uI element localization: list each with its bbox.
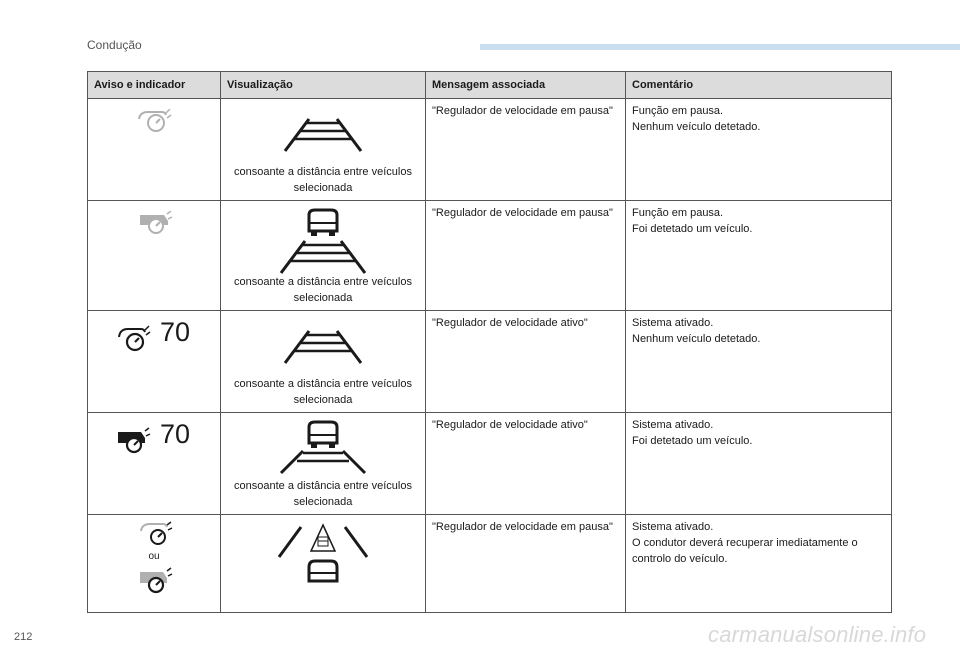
indicator-cell (88, 515, 221, 613)
comment-line: Foi detetado um veículo. (632, 223, 753, 235)
comment-line: Nenhum veículo detetado. (632, 121, 761, 133)
visualization-note: consoante a distância entre veículos selecionada (234, 480, 412, 508)
visualization-note: consoante a distância entre veículos selecionada (234, 378, 412, 406)
comment-line: Sistema ativado. (632, 419, 714, 431)
speedometer-vehicle-detected-icon (116, 427, 152, 455)
indicator-cell (88, 201, 221, 311)
message-cell: "Regulador de velocidade ativo" (426, 311, 626, 413)
comment-cell (626, 99, 892, 201)
comment-cell (626, 201, 892, 311)
indicator-cell (88, 99, 221, 201)
message-cell: "Regulador de velocidade em pausa" (426, 515, 626, 613)
visualization-note: consoante a distância entre veículos selecionada (234, 166, 412, 194)
lane-distance-icon (281, 117, 365, 153)
page-number: 212 (14, 631, 33, 643)
message-cell: "Regulador de velocidade em pausa" (426, 99, 626, 201)
speedometer-vehicle-detected-mixed-icon (138, 567, 174, 595)
speedometer-grey-icon (138, 521, 174, 547)
message-cell: "Regulador de velocidade em pausa" (426, 201, 626, 311)
table-row (88, 201, 892, 311)
section-title: Condução (87, 38, 142, 52)
acc-status-table (87, 71, 892, 613)
column-header-comment: Comentário (626, 72, 892, 99)
table-row (88, 99, 892, 201)
speedometer-active-icon (116, 325, 152, 353)
table-row (88, 311, 892, 413)
comment-cell (626, 413, 892, 515)
visualization-cell (221, 515, 426, 613)
table-row (88, 515, 892, 613)
header-accent-bar (480, 44, 960, 50)
comment-line: Foi detetado um veículo. (632, 435, 753, 447)
comment-cell (626, 311, 892, 413)
indicator-cell (88, 311, 221, 413)
visualization-cell (221, 311, 426, 413)
speed-value: 70 (160, 419, 191, 449)
speed-value: 70 (160, 317, 191, 347)
speedometer-grey-icon (136, 109, 174, 133)
message-cell: "Regulador de velocidade ativo" (426, 413, 626, 515)
lane-distance-vehicle-icon (275, 207, 371, 275)
comment-line: Sistema ativado. (632, 521, 714, 533)
take-over-control-alert-icon (273, 523, 373, 583)
comment-line: Nenhum veículo detetado. (632, 333, 761, 345)
speedometer-vehicle-detected-grey-icon (138, 211, 174, 235)
or-label: ou (148, 551, 160, 562)
comment-line: Função em pausa. (632, 105, 724, 117)
table-row (88, 413, 892, 515)
comment-line: Sistema ativado. (632, 317, 714, 329)
comment-line: Função em pausa. (632, 207, 724, 219)
column-header-visualization: Visualização (221, 72, 426, 99)
lane-distance-icon (281, 329, 365, 365)
table-header-row (88, 72, 892, 99)
indicator-cell (88, 413, 221, 515)
comment-cell (626, 515, 892, 613)
visualization-note: consoante a distância entre veículos selecionada (234, 276, 412, 304)
lane-distance-vehicle-icon (275, 419, 371, 475)
column-header-message: Mensagem associada (426, 72, 626, 99)
visualization-cell (221, 413, 426, 515)
visualization-cell (221, 99, 426, 201)
watermark: carmanualsonline.info (708, 622, 927, 647)
column-header-indicator: Aviso e indicador (88, 72, 221, 99)
visualization-cell (221, 201, 426, 311)
comment-line: O condutor deverá recuperar imediatamente o controlo do veículo. (632, 537, 858, 565)
